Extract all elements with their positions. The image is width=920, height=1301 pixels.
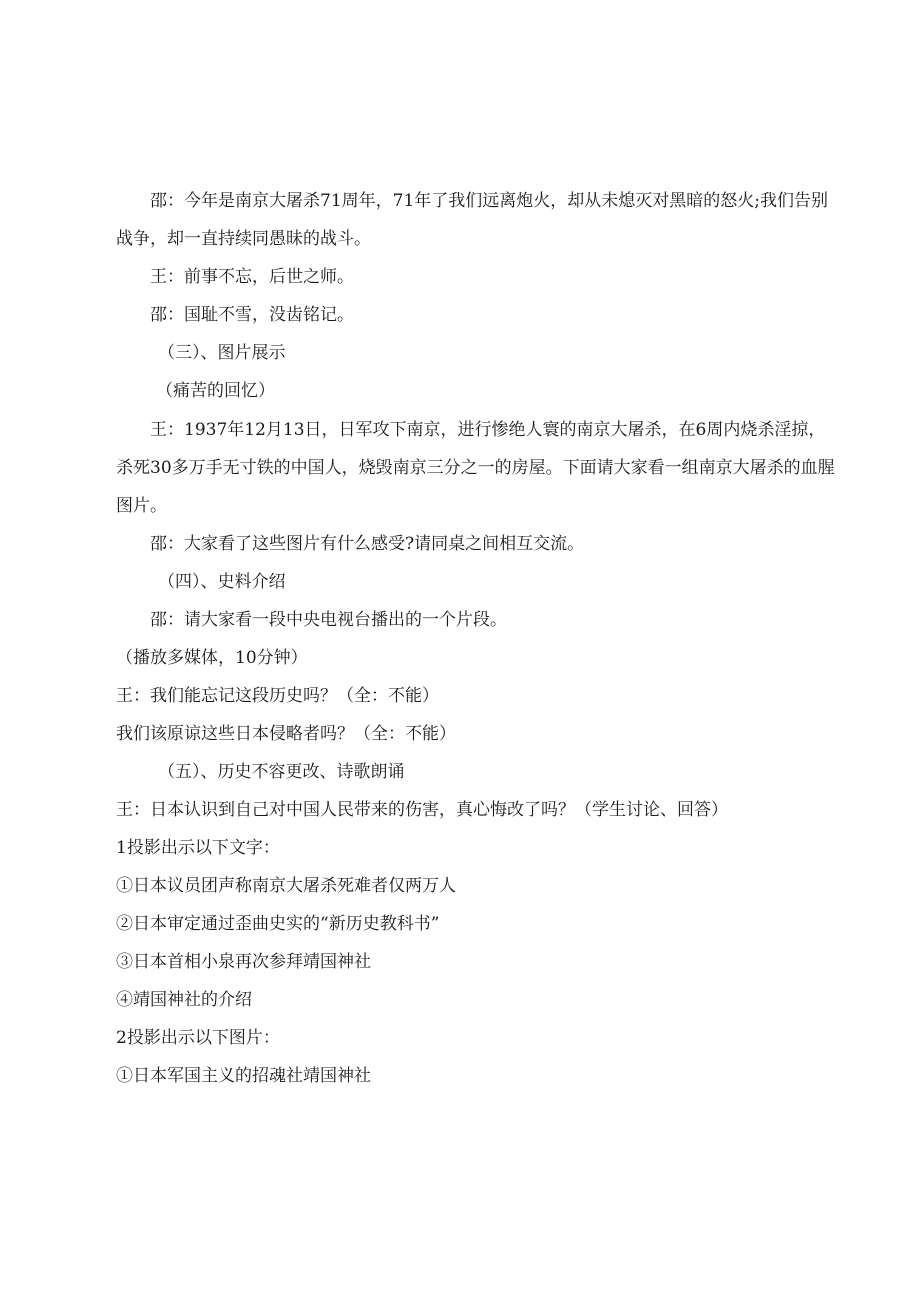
paragraph-shao-saying: 邵：国耻不雪，没齿铭记。 <box>150 305 354 325</box>
paragraph-subtitle: （痛苦的回忆） <box>156 381 275 401</box>
paragraph-shao-feelings: 邵：大家看了这些图片有什么感受?请同桌之间相互交流。 <box>150 534 585 554</box>
list-heading-images: 2投影出示以下图片： <box>116 1028 280 1048</box>
paragraph-wang-forget: 王：我们能忘记这段历史吗？（全：不能） <box>116 686 439 706</box>
paragraph-forgive: 我们该原谅这些日本侵略者吗？（全：不能） <box>116 724 456 744</box>
paragraph-multimedia: （播放多媒体，10分钟） <box>116 648 308 668</box>
paragraph-wang-history: 王：1937年12月13日，日军攻下南京，进行惨绝人寰的南京大屠杀，在6周内烧杀淫掠，杀死30多万手无寸铁的中国人，烧毁南京三分之一的房屋。下面请大家看一组南京大屠杀的血腥图片。 <box>116 420 835 516</box>
list-item: ②日本审定通过歪曲史实的“新历史教科书” <box>116 914 440 934</box>
list-item: ③日本首相小泉再次参拜靖国神社 <box>116 952 371 972</box>
section-heading-5: （五）、历史不容更改、诗歌朗诵 <box>158 762 405 782</box>
section-heading-4: （四）、史料介绍 <box>158 572 286 592</box>
list-item: ①日本议员团声称南京大屠杀死难者仅两万人 <box>116 876 456 896</box>
list-heading-text: 1投影出示以下文字： <box>116 838 280 858</box>
section-heading-3: （三）、图片展示 <box>158 343 286 363</box>
paragraph-wang-repent: 王：日本认识到自己对中国人民带来的伤害，真心悔改了吗？（学生讨论、回答） <box>116 800 728 820</box>
list-item: ①日本军国主义的招魂社靖国神社 <box>116 1066 371 1086</box>
paragraph-wang-saying: 王：前事不忘，后世之师。 <box>150 267 354 287</box>
list-item: ④靖国神社的介绍 <box>116 990 252 1010</box>
document-body <box>116 188 836 1102</box>
paragraph-shao-video: 邵：请大家看一段中央电视台播出的一个片段。 <box>150 610 507 630</box>
paragraph-shao-intro: 邵：今年是南京大屠杀71周年，71年了我们远离炮火，却从未熄灭对黑暗的怒火;我们告别战争，却一直持续同愚昧的战斗。 <box>116 191 828 249</box>
